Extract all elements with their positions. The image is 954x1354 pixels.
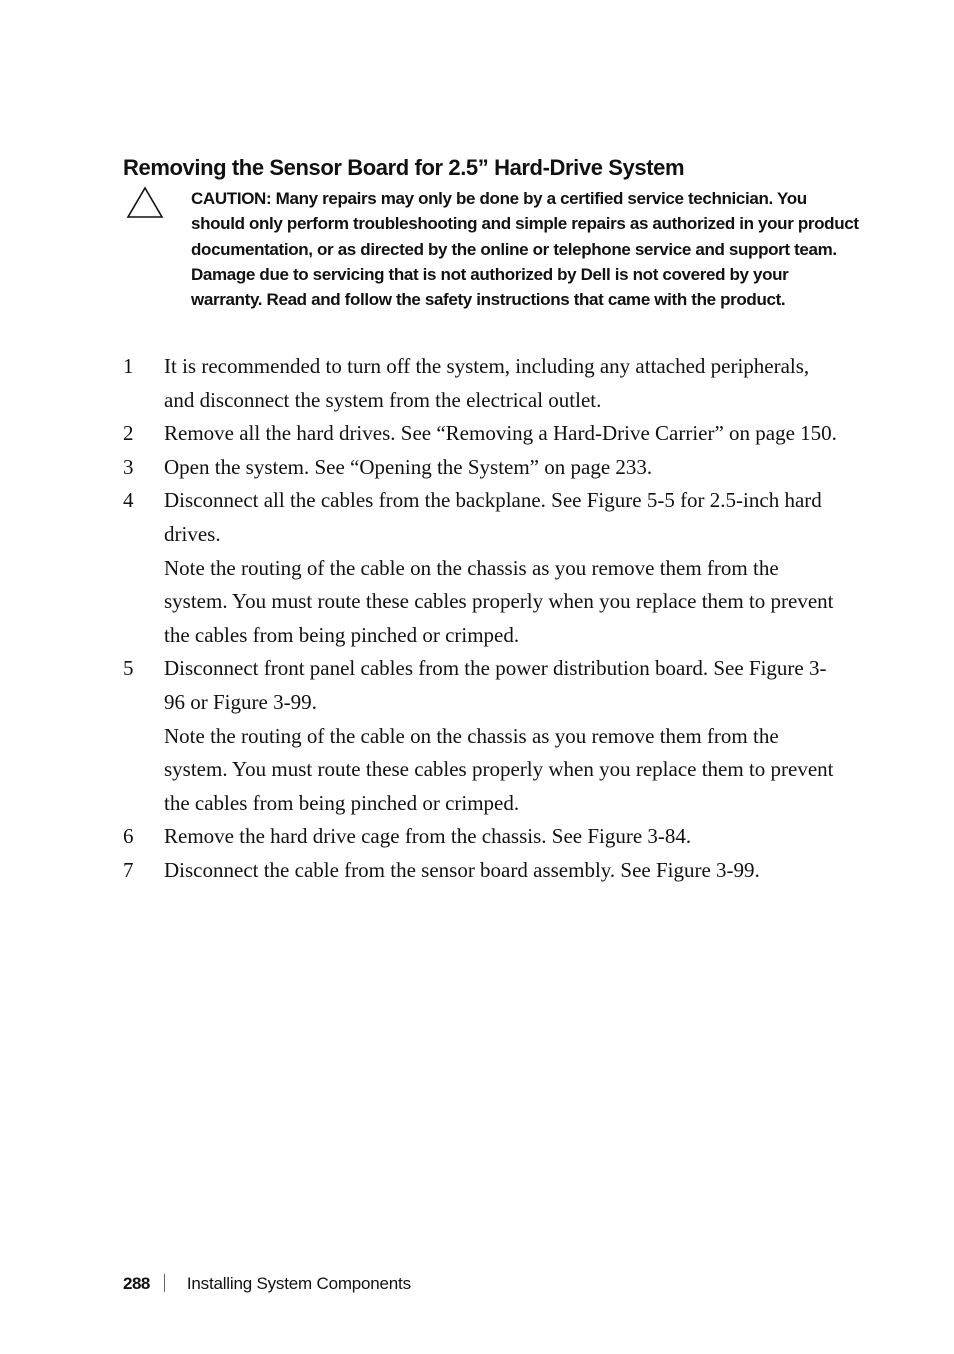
step-7 xyxy=(123,854,843,888)
footer-separator xyxy=(164,1274,165,1292)
step-text: Remove the hard drive cage from the chassis. See Figure 3-84. xyxy=(164,824,692,849)
step-2 xyxy=(123,417,843,451)
step-text: Disconnect front panel cables from the power distribution board. See Figure 3-96 or Figure 3-99. xyxy=(164,656,827,714)
step-3 xyxy=(123,451,843,485)
step-number: 6 xyxy=(123,824,134,849)
step-note: Note the routing of the cable on the chassis as you remove them from the system. You must route these cables properly when you replace them to prevent the cables from being pinched or crimped. xyxy=(164,723,834,815)
step-number: 5 xyxy=(123,656,134,681)
step-text: It is recommended to turn off the system, including any attached peripherals, and disconnect the system from the electrical outlet. xyxy=(164,354,810,412)
caution-text: CAUTION: Many repairs may only be done by a certified service technician. You should only perform troubleshooting and simple repairs as authorized in your product documentation, or as directed by the online or telephone service and support team. Damage due to servicing that is not authorized by Dell is not covered by your warranty. Read and follow the safety instructions that came with the product. xyxy=(191,189,859,310)
step-number: 4 xyxy=(123,488,134,513)
step-1 xyxy=(123,350,843,417)
procedure-steps xyxy=(123,350,843,888)
page-footer xyxy=(123,1272,411,1296)
step-text: Open the system. See “Opening the System” on page 233. xyxy=(164,454,653,479)
caution-triangle-icon xyxy=(126,186,164,220)
step-text: Disconnect all the cables from the backplane. See Figure 5-5 for 2.5-inch hard drives. xyxy=(164,488,822,546)
step-number: 7 xyxy=(123,857,134,882)
step-6 xyxy=(123,820,843,854)
section-heading: Removing the Sensor Board for 2.5” Hard-Drive System xyxy=(123,155,685,180)
step-number: 2 xyxy=(123,421,134,446)
step-note: Note the routing of the cable on the chassis as you remove them from the system. You must route these cables properly when you replace them to prevent the cables from being pinched or crimped. xyxy=(164,555,834,647)
step-4 xyxy=(123,484,843,652)
step-5 xyxy=(123,652,843,820)
step-text: Remove all the hard drives. See “Removing a Hard-Drive Carrier” on page 150. xyxy=(164,421,837,446)
step-number: 3 xyxy=(123,454,134,479)
step-number: 1 xyxy=(123,354,134,378)
footer-section-name: Installing System Components xyxy=(186,1274,411,1293)
step-text: Disconnect the cable from the sensor board assembly. See Figure 3-99. xyxy=(164,857,760,882)
page-number: 288 xyxy=(123,1274,150,1293)
